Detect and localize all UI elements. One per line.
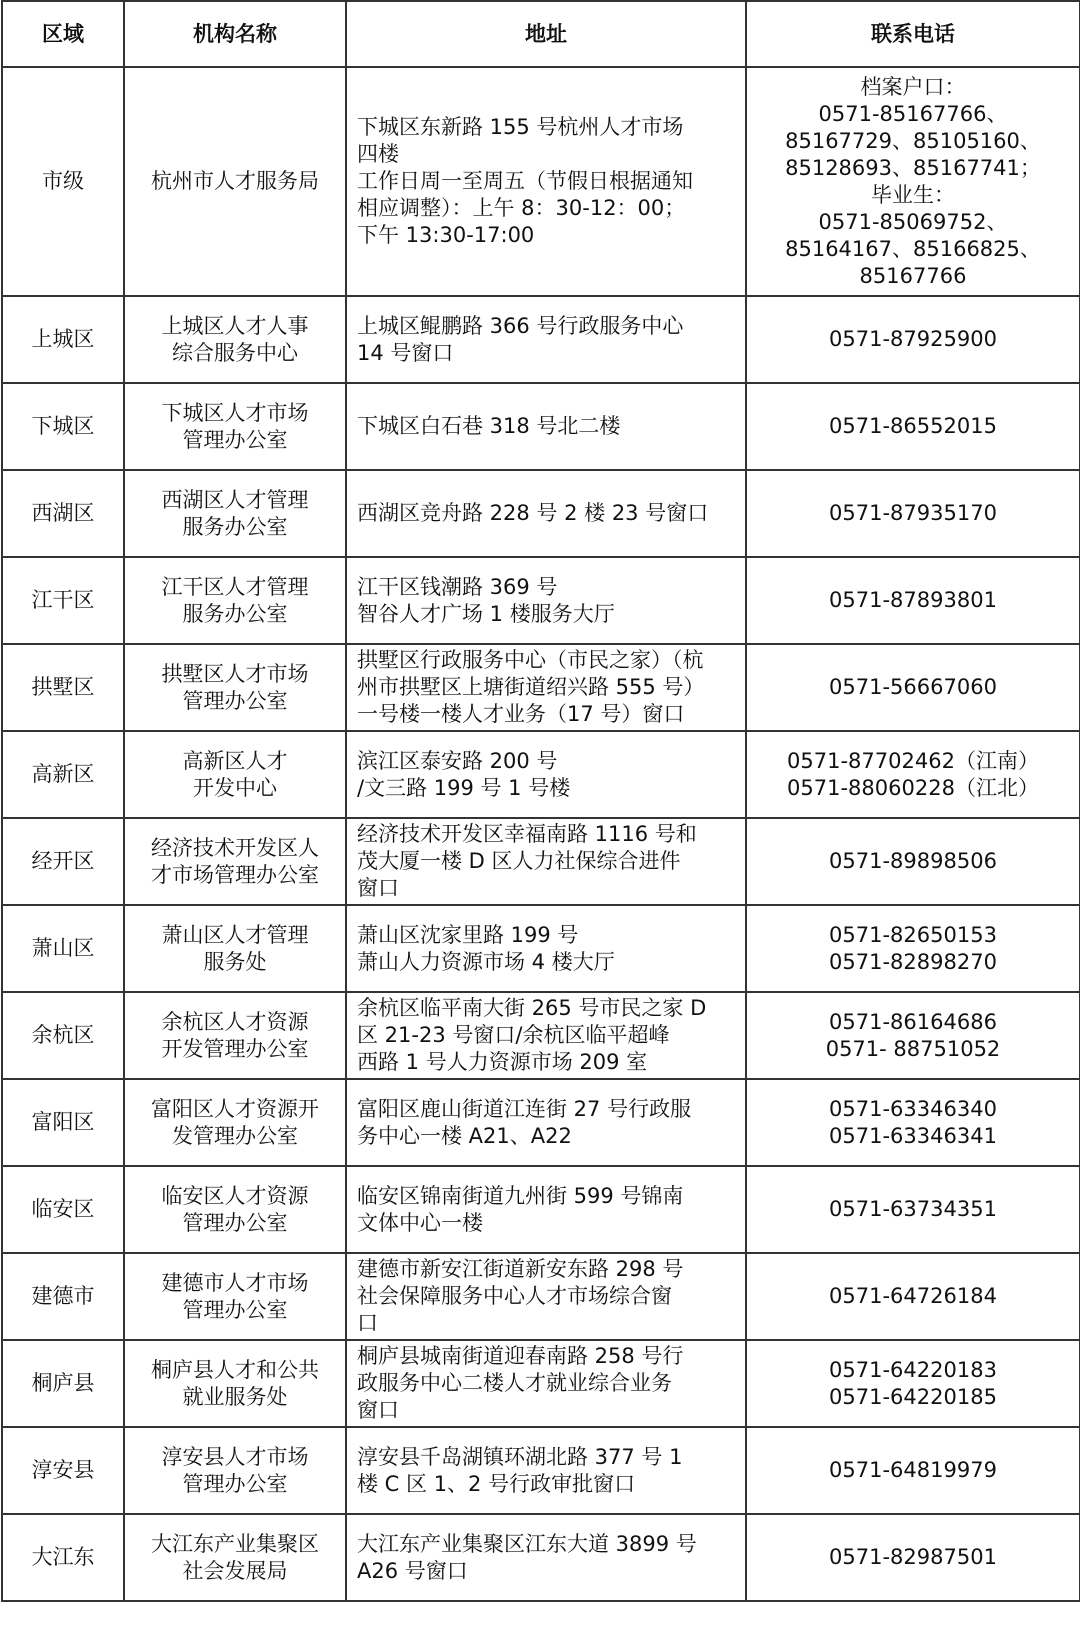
cell-region: 富阳区 [2,1079,124,1166]
cell-phone-line: 0571-82987501 [829,1545,997,1569]
cell-address-line: 淳安县千岛湖镇环湖北路 377 号 1 [357,1444,683,1469]
cell-phone-line: 0571-85167766、 [818,101,1008,126]
cell-phone-line: 0571-86164686 [829,1009,997,1034]
cell-phone-line: 毕业生： [871,182,955,207]
cell-region: 淳安县 [2,1427,124,1514]
cell-org-line: 开发管理办公室 [161,1036,309,1061]
cell-phone-line: 0571-88060228（江北） [787,775,1039,800]
cell-org-line: 管理办公室 [182,1297,288,1322]
table-row [2,644,1080,731]
cell-org-line: 服务办公室 [182,601,288,626]
cell-phone [746,557,1080,644]
cell-region: 临安区 [2,1166,124,1253]
cell-phone-line: 0571-82898270 [829,949,997,974]
table-row [2,296,1080,383]
cell-org [124,1427,346,1514]
cell-org-line: 服务办公室 [182,514,288,539]
cell-org [124,557,346,644]
cell-org-line: 杭州市人才服务局 [151,169,319,193]
cell-address-line: 14 号窗口 [357,340,454,365]
cell-org-line: 淳安县人才市场 [161,1444,309,1469]
cell-address-line: 经济技术开发区幸福南路 1116 号和 [357,822,697,846]
table-row [2,1514,1080,1601]
cell-org-line: 余杭区人才资源 [161,1009,309,1034]
cell-phone-line: 0571-63734351 [829,1197,997,1221]
cell-address-line: 州市拱墅区上塘街道绍兴路 555 号） [357,675,705,699]
cell-phone [746,644,1080,731]
cell-phone [746,1079,1080,1166]
cell-phone-line: 0571-87935170 [829,501,997,525]
cell-address [346,818,746,905]
cell-org [124,992,346,1079]
cell-phone [746,1340,1080,1427]
cell-address-line: 茂大厦一楼 D 区人力社保综合进件 [357,849,681,873]
cell-org-line: 萧山区人才管理 [161,922,309,947]
cell-address-line: 富阳区鹿山街道江连街 27 号行政服 [357,1096,692,1121]
table-row [2,383,1080,470]
cell-phone [746,296,1080,383]
cell-org-line: 管理办公室 [182,1210,288,1235]
cell-phone-line: 0571-89898506 [829,849,997,873]
cell-address-line: /文三路 199 号 1 号楼 [357,775,571,800]
cell-address [346,644,746,731]
table-row [2,1079,1080,1166]
cell-org-line: 高新区人才 [182,748,288,773]
cell-phone-line: 0571-85069752、 [818,209,1008,234]
cell-address-line: 智谷人才广场 1 楼服务大厅 [357,601,615,626]
cell-org-line: 建德市人才市场 [161,1270,309,1295]
cell-address-line: 余杭区临平南大街 265 号市民之家 D [357,996,707,1020]
cell-address-line: 桐庐县城南街道迎春南路 258 号行 [357,1344,684,1368]
cell-address-line: 四楼 [357,142,399,166]
cell-phone-line: 85164167、85166825、 [785,236,1041,261]
cell-org-line: 发管理办公室 [172,1123,298,1148]
cell-address [346,67,746,296]
table-row [2,470,1080,557]
cell-address-line: 文体中心一楼 [357,1210,483,1235]
cell-phone-line: 档案户口： [860,74,966,99]
cell-address-line: 下午 13:30-17:00 [357,223,535,247]
cell-address-line: 西路 1 号人力资源市场 209 室 [357,1050,648,1074]
cell-address [346,470,746,557]
cell-phone-line: 0571-82650153 [829,922,997,947]
cell-address [346,1427,746,1514]
cell-address-line: 一号楼一楼人才业务（17 号）窗口 [357,702,685,726]
cell-phone-line: 0571-63346341 [829,1123,997,1148]
cell-address-line: 楼 C 区 1、2 号行政审批窗口 [357,1471,636,1496]
cell-address-line: 滨江区泰安路 200 号 [357,748,558,773]
table-row [2,67,1080,296]
cell-address-line: 窗口 [357,1398,399,1422]
cell-address-line: 拱墅区行政服务中心（市民之家）（杭 [357,648,704,672]
cell-region: 市级 [2,67,124,296]
cell-org [124,1514,346,1601]
cell-address-line: 窗口 [357,876,399,900]
cell-phone [746,470,1080,557]
cell-phone-line: 0571-87893801 [829,588,997,612]
cell-region: 江干区 [2,557,124,644]
cell-org [124,67,346,296]
cell-org [124,1253,346,1340]
cell-org-line: 社会发展局 [182,1558,288,1583]
cell-address [346,1079,746,1166]
table-row [2,1340,1080,1427]
cell-address-line: 相应调整）：上午 8：30-12：00； [357,196,686,220]
cell-region: 西湖区 [2,470,124,557]
cell-region: 余杭区 [2,992,124,1079]
cell-phone [746,992,1080,1079]
cell-phone-line: 0571-56667060 [829,675,997,699]
cell-phone-line: 0571-64726184 [829,1284,997,1308]
cell-address [346,1253,746,1340]
cell-region: 高新区 [2,731,124,818]
cell-address [346,1340,746,1427]
cell-org-line: 综合服务中心 [172,340,298,365]
cell-org [124,905,346,992]
cell-phone-line: 0571-63346340 [829,1096,997,1121]
cell-phone [746,1253,1080,1340]
cell-phone [746,818,1080,905]
header-org: 机构名称 [124,1,346,67]
cell-org-line: 拱墅区人才市场 [161,661,309,686]
cell-address-line: 萧山人力资源市场 4 楼大厅 [357,949,615,974]
table-row [2,992,1080,1079]
cell-org [124,818,346,905]
cell-region: 桐庐县 [2,1340,124,1427]
cell-address-line: 西湖区竞舟路 228 号 2 楼 23 号窗口 [357,501,709,525]
cell-address-line: 萧山区沈家里路 199 号 [357,922,579,947]
cell-org-line: 江干区人才管理 [161,574,309,599]
header-row [2,1,1080,67]
cell-org-line: 管理办公室 [182,688,288,713]
cell-address-line: 大江东产业集聚区江东大道 3899 号 [357,1531,697,1556]
cell-org [124,296,346,383]
cell-org-line: 临安区人才资源 [161,1183,309,1208]
cell-org [124,470,346,557]
cell-org-line: 下城区人才市场 [161,400,309,425]
cell-region: 萧山区 [2,905,124,992]
talent-service-contacts-table [1,0,1080,1602]
cell-org [124,1340,346,1427]
table-row [2,1166,1080,1253]
table-row [2,905,1080,992]
header-address: 地址 [346,1,746,67]
cell-phone-line: 0571-87702462（江南） [787,748,1039,773]
cell-address [346,905,746,992]
table-row [2,557,1080,644]
cell-org [124,1166,346,1253]
table-row [2,818,1080,905]
cell-org-line: 桐庐县人才和公共 [151,1357,319,1382]
cell-org-line: 开发中心 [193,775,277,800]
cell-address [346,296,746,383]
cell-org [124,644,346,731]
cell-phone [746,1514,1080,1601]
table-row [2,1253,1080,1340]
cell-phone [746,383,1080,470]
cell-org-line: 西湖区人才管理 [161,487,309,512]
cell-region: 建德市 [2,1253,124,1340]
header-phone: 联系电话 [746,1,1080,67]
cell-org-line: 大江东产业集聚区 [151,1531,319,1556]
cell-org-line: 经济技术开发区人 [151,835,319,860]
cell-address-line: 上城区鲲鹏路 366 号行政服务中心 [357,313,684,338]
cell-address-line: 政服务中心二楼人才就业综合业务 [357,1371,672,1395]
cell-address-line: 社会保障服务中心人才市场综合窗 [357,1284,672,1308]
cell-org-line: 管理办公室 [182,1471,288,1496]
cell-address-line: 下城区东新路 155 号杭州人才市场 [357,115,684,139]
cell-address-line: 工作日周一至周五（节假日根据通知 [357,169,693,193]
cell-phone-line: 0571-86552015 [829,414,997,438]
cell-phone-line: 85128693、85167741； [785,155,1041,180]
cell-address-line: 口 [357,1311,378,1335]
cell-address-line: 江干区钱潮路 369 号 [357,574,558,599]
cell-phone-line: 0571-64220183 [829,1357,997,1382]
cell-region: 上城区 [2,296,124,383]
cell-address [346,731,746,818]
cell-region: 经开区 [2,818,124,905]
cell-org-line: 上城区人才人事 [161,313,309,338]
cell-phone-line: 0571-64220185 [829,1384,997,1409]
cell-address-line: A26 号窗口 [357,1558,468,1583]
header-region: 区域 [2,1,124,67]
cell-phone [746,1427,1080,1514]
cell-address [346,1166,746,1253]
cell-address-line: 建德市新安江街道新安东路 298 号 [357,1257,684,1281]
cell-phone [746,905,1080,992]
cell-org [124,1079,346,1166]
cell-region: 下城区 [2,383,124,470]
cell-org [124,731,346,818]
cell-region: 大江东 [2,1514,124,1601]
cell-phone-line: 85167766 [859,263,967,288]
cell-address-line: 下城区白石巷 318 号北二楼 [357,414,621,438]
cell-phone-line: 0571-64819979 [829,1458,997,1482]
cell-org-line: 服务处 [203,949,267,974]
cell-phone-line: 85167729、85105160、 [785,128,1041,153]
cell-region: 拱墅区 [2,644,124,731]
cell-org-line: 才市场管理办公室 [151,862,319,887]
cell-address-line: 区 21-23 号窗口/余杭区临平超峰 [357,1023,670,1047]
cell-phone-line: 0571-87925900 [829,327,997,351]
table-row [2,1427,1080,1514]
cell-address [346,992,746,1079]
cell-address-line: 务中心一楼 A21、A22 [357,1123,572,1148]
cell-phone-line: 0571- 88751052 [825,1036,1001,1061]
cell-address [346,557,746,644]
cell-phone [746,1166,1080,1253]
cell-address [346,383,746,470]
cell-address [346,1514,746,1601]
table-row [2,731,1080,818]
cell-org-line: 管理办公室 [182,427,288,452]
cell-org-line: 就业服务处 [182,1384,288,1409]
cell-phone [746,67,1080,296]
cell-address-line: 临安区锦南街道九州街 599 号锦南 [357,1183,684,1208]
cell-org-line: 富阳区人才资源开 [151,1096,319,1121]
cell-phone [746,731,1080,818]
cell-org [124,383,346,470]
